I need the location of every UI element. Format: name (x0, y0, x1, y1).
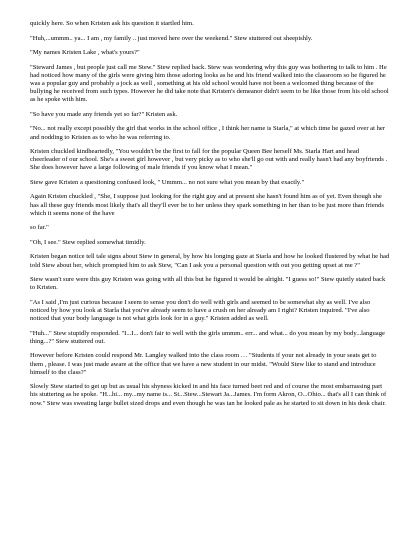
paragraph-13: Stew wasn't sure were this guy Kristen was going with all this but he figured it would be alright. "I guess so!" Stew quietly stated back to Kristen. (30, 276, 386, 292)
paragraph-5: "So have you made any friends yet so far?" Kristen ask. (30, 110, 178, 118)
paragraph-9: Again Kristen chuckled , "She, I suppose just looking for the right guy and at present she hasn't found him as of yet. Even though she has all these guy friends most likely that's all they'll ever be to her unless they spark something in her than to be just more than friends which it seems none of the have (30, 193, 384, 217)
paragraph-8: Stew gave Kristen a questioning confused look, " Ummm... no not sure what you mean by that exactly." (30, 178, 305, 186)
paragraph-14: "As I said ,I'm just curious because I seem to sense you don't do well with girls and seemed to be somewhat shy as well. I've also noticed by how you look at Starla that you've already seem to have a crush on her already am I right? Kristen inquired. "I've also noticed that your body language is not what girls look for in a guy." Kristen added as well. (30, 298, 371, 323)
paragraph-12: Kristen began notice tell tale signs about Stew in general, by how his longing gaze at Starla and how he looked flustered by what he had told Stew about her, which prompted him to ask Stew, "Can I ask you a personal question with out you getting upset at me ?" (30, 253, 390, 269)
paragraph-16: However before Kristen could respond Mr. Langley walked into the class room … "Students if your not already in your seats get to them , please. I was just made aware at the office that we have a new student in our midst. "Would Stew like to stand and introduce himself to the class?" (30, 352, 377, 376)
paragraph-11: "Oh, I see." Stew replied somewhat timidly. (30, 238, 146, 246)
paragraph-10: so far." (30, 224, 49, 232)
paragraph-1: quickly here. So when Kristen ask his question it startled him. (30, 20, 194, 27)
paragraph-2: "Huh,...ummm.. ya... I am , my family .. just moved here over the weekend." Stew stuttered out sheepishly. (30, 34, 313, 42)
paragraph-6: "No... not really except possibly the girl that works in the school office , I think her name is Starla," at which time he gazed over at her and nodding to Kristen as to who he was referring to. (30, 125, 385, 141)
paragraph-15: "Huh..." Stew stupidly responded. "I...I... don't fair to well with the girls ummm.. err... and what... do you mean by my body...language thing...?" Stew stuttered out. (30, 329, 385, 345)
paragraph-4: "Steward James , but people just call me Stew." Stew replied back. Stew was wondering why this guy was bothering to talk to him . He had noticed how many of the girls were giving him those adoring looks as he and his friend walked into the classroom so he figured he was a popular guy and probably a jock as well , something at his old school would have not been a welcomed thing because of the bullying he received from such types. However he did take note that Kristen's demeanor didn't seem to be like those from his old school as he spoke with him. (30, 63, 389, 104)
paragraph-3: "My names Kristen Lake , what's yours?" (30, 49, 140, 57)
paragraph-7: Kristen chuckled kindheartedly, "You wouldn't be the first to fall for the popular Queen Bee herself Ms. Starla Hart and head cheerleader of our school. She's a sweet girl however , but very picky as to who she'll go out with and really hasn't had any boyfriends . She does however have a large following of male friends if you know what I mean." (30, 148, 388, 172)
paragraph-17: Slowly Stew started to get up but as usual his shyness kicked in and his face turned beet red and of course the most embarrassing part his stuttering as he spoke. "H...hi... my...my name is... St...Stew...Stewart Ja...James. I'm form Akron, O...Ohio... that's all I can think of now." Stew was sweating large bullet sized drops and even though he was tan he looked pale as he started to sit down in his desk chair. (30, 383, 387, 407)
